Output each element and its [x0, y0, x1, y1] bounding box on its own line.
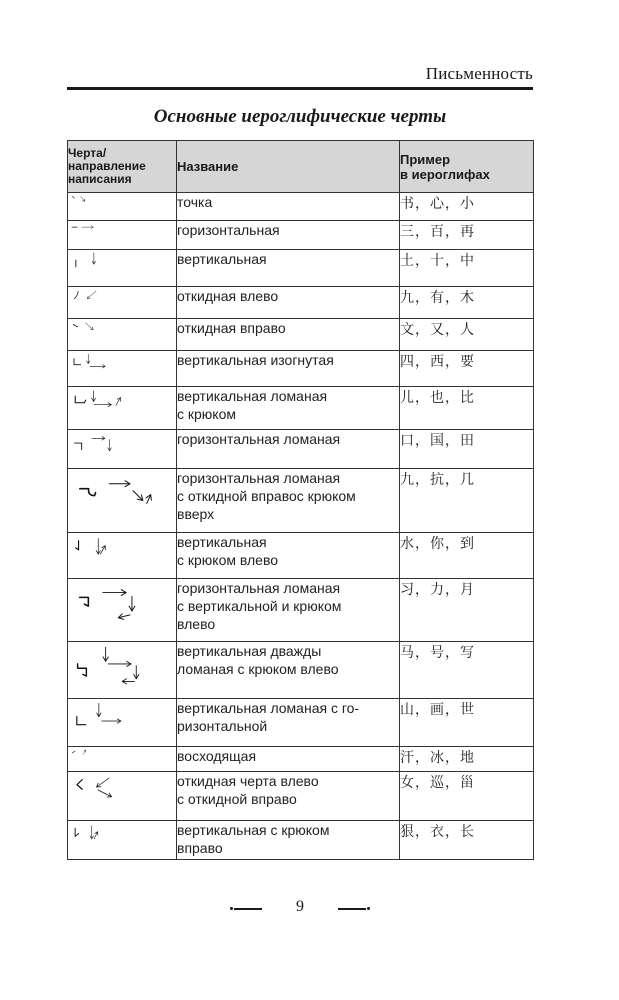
- stroke-name-cell: [177, 287, 400, 319]
- column-header-stroke-line-2: направление: [68, 159, 146, 173]
- column-header-stroke-line-1: Черта/: [68, 146, 107, 160]
- stroke-name-cell: [177, 193, 400, 221]
- example-characters-cell: 汗，冰，地: [400, 747, 534, 772]
- stroke-name-line: с крюком влево: [177, 552, 279, 568]
- stroke-name-cell: [177, 469, 400, 533]
- stroke-cell: [68, 250, 177, 287]
- example-characters-cell: 九，抗，几: [400, 469, 534, 533]
- stroke-cell: [68, 747, 177, 772]
- stroke-name-cell: [177, 221, 400, 250]
- table-row: [68, 430, 534, 469]
- table-row: [68, 319, 534, 351]
- table-row: [68, 351, 534, 387]
- stroke-name-line: горизонтальная ломаная: [177, 470, 341, 486]
- table-row: [68, 821, 534, 860]
- table-row: [68, 699, 534, 747]
- stroke-name-cell: [177, 319, 400, 351]
- stroke-cell: [68, 469, 177, 533]
- stroke-cell: [68, 430, 177, 469]
- table-row: [68, 387, 534, 430]
- stroke-name-cell: [177, 772, 400, 821]
- example-characters-cell: 山，画，世: [400, 699, 534, 747]
- example-characters-cell: 土，十，中: [400, 250, 534, 287]
- stroke-name-cell: [177, 747, 400, 772]
- example-characters-cell: 九，有，木: [400, 287, 534, 319]
- stroke-cell: [68, 287, 177, 319]
- stroke-name-line: ломаная с крюком влево: [177, 661, 339, 677]
- stroke-name-line: с крюком: [177, 406, 236, 422]
- table-row: [68, 533, 534, 579]
- stroke-name-line: ризонтальной: [177, 718, 268, 734]
- table-body: [68, 193, 534, 860]
- stroke-name-line: точка: [177, 194, 213, 210]
- page-footer: [230, 898, 370, 918]
- stroke-cell: [68, 221, 177, 250]
- column-header-examples-line-2: в иероглифах: [400, 166, 490, 182]
- stroke-name-cell: [177, 430, 400, 469]
- stroke-name-line: вертикальная дважды: [177, 643, 322, 659]
- running-header: [67, 62, 533, 90]
- stroke-name-line: с откидной вправос крюком: [177, 488, 356, 504]
- stroke-name-line: горизонтальная ломаная: [177, 431, 341, 447]
- stroke-cell: [68, 579, 177, 642]
- stroke-cell: [68, 772, 177, 821]
- example-characters-cell: 书，心，小: [400, 193, 534, 221]
- example-characters-cell: 儿，也，比: [400, 387, 534, 430]
- example-characters-cell: 三，百，再: [400, 221, 534, 250]
- stroke-name-line: вверх: [177, 506, 215, 522]
- column-header-examples-line-1: Пример: [400, 151, 451, 167]
- section-title: Письменность: [425, 64, 533, 83]
- column-header-stroke-line-3: написания: [68, 172, 132, 186]
- example-characters-cell: 文，又，人: [400, 319, 534, 351]
- stroke-name-cell: [177, 699, 400, 747]
- table-header-row: [68, 141, 534, 193]
- table-row: [68, 250, 534, 287]
- stroke-name-line: вправо: [177, 840, 223, 856]
- column-header-stroke: [68, 141, 177, 193]
- footer-rule-right: [338, 908, 366, 910]
- stroke-name-cell: [177, 387, 400, 430]
- example-characters-cell: 女，巡，甾: [400, 772, 534, 821]
- column-header-examples: [400, 141, 534, 193]
- footer-ornament-dot: [367, 907, 370, 910]
- stroke-name-line: вертикальная ломаная с го-: [177, 700, 360, 716]
- stroke-cell: [68, 387, 177, 430]
- table-row: [68, 193, 534, 221]
- table-row: [68, 642, 534, 699]
- stroke-name-line: вертикальная ломаная: [177, 388, 328, 404]
- stroke-name-cell: [177, 250, 400, 287]
- stroke-cell: [68, 821, 177, 860]
- stroke-name-line: восходящая: [177, 748, 257, 764]
- example-characters-cell: 习，力，月: [400, 579, 534, 642]
- column-header-name: Название: [177, 141, 400, 193]
- example-characters-cell: 马，号，写: [400, 642, 534, 699]
- example-characters-cell: 水，你，到: [400, 533, 534, 579]
- stroke-name-line: горизонтальная: [177, 222, 280, 238]
- strokes-table: [67, 140, 534, 860]
- stroke-name-line: откидная черта влево: [177, 773, 319, 789]
- example-characters-cell: 四，西，要: [400, 351, 534, 387]
- stroke-name-line: вертикальная: [177, 251, 267, 267]
- stroke-cell: [68, 642, 177, 699]
- stroke-name-line: откидная влево: [177, 288, 279, 304]
- stroke-name-cell: [177, 821, 400, 860]
- stroke-cell: [68, 319, 177, 351]
- stroke-name-line: влево: [177, 616, 216, 632]
- page-number: 9: [296, 898, 304, 915]
- stroke-name-line: вертикальная с крюком: [177, 822, 330, 838]
- table-row: [68, 287, 534, 319]
- stroke-name-cell: [177, 642, 400, 699]
- table-row: [68, 747, 534, 772]
- table-title: Основные иероглифические черты: [153, 106, 447, 127]
- example-characters-cell: 狠，衣，长: [400, 821, 534, 860]
- stroke-cell: [68, 699, 177, 747]
- stroke-cell: [68, 351, 177, 387]
- stroke-name-cell: [177, 351, 400, 387]
- stroke-name-cell: [177, 579, 400, 642]
- stroke-cell: [68, 533, 177, 579]
- stroke-name-line: откидная вправо: [177, 320, 286, 336]
- stroke-name-line: вертикальная: [177, 534, 267, 550]
- table-row: [68, 469, 534, 533]
- stroke-name-line: с откидной вправо: [177, 791, 297, 807]
- stroke-name-line: горизонтальная ломаная: [177, 580, 341, 596]
- stroke-cell: [68, 193, 177, 221]
- stroke-name-line: вертикальная изогнутая: [177, 352, 334, 368]
- table-row: [68, 579, 534, 642]
- table-row: [68, 221, 534, 250]
- table-row: [68, 772, 534, 821]
- example-characters-cell: 口，国，田: [400, 430, 534, 469]
- stroke-name-cell: [177, 533, 400, 579]
- stroke-name-line: с вертикальной и крюком: [177, 598, 342, 614]
